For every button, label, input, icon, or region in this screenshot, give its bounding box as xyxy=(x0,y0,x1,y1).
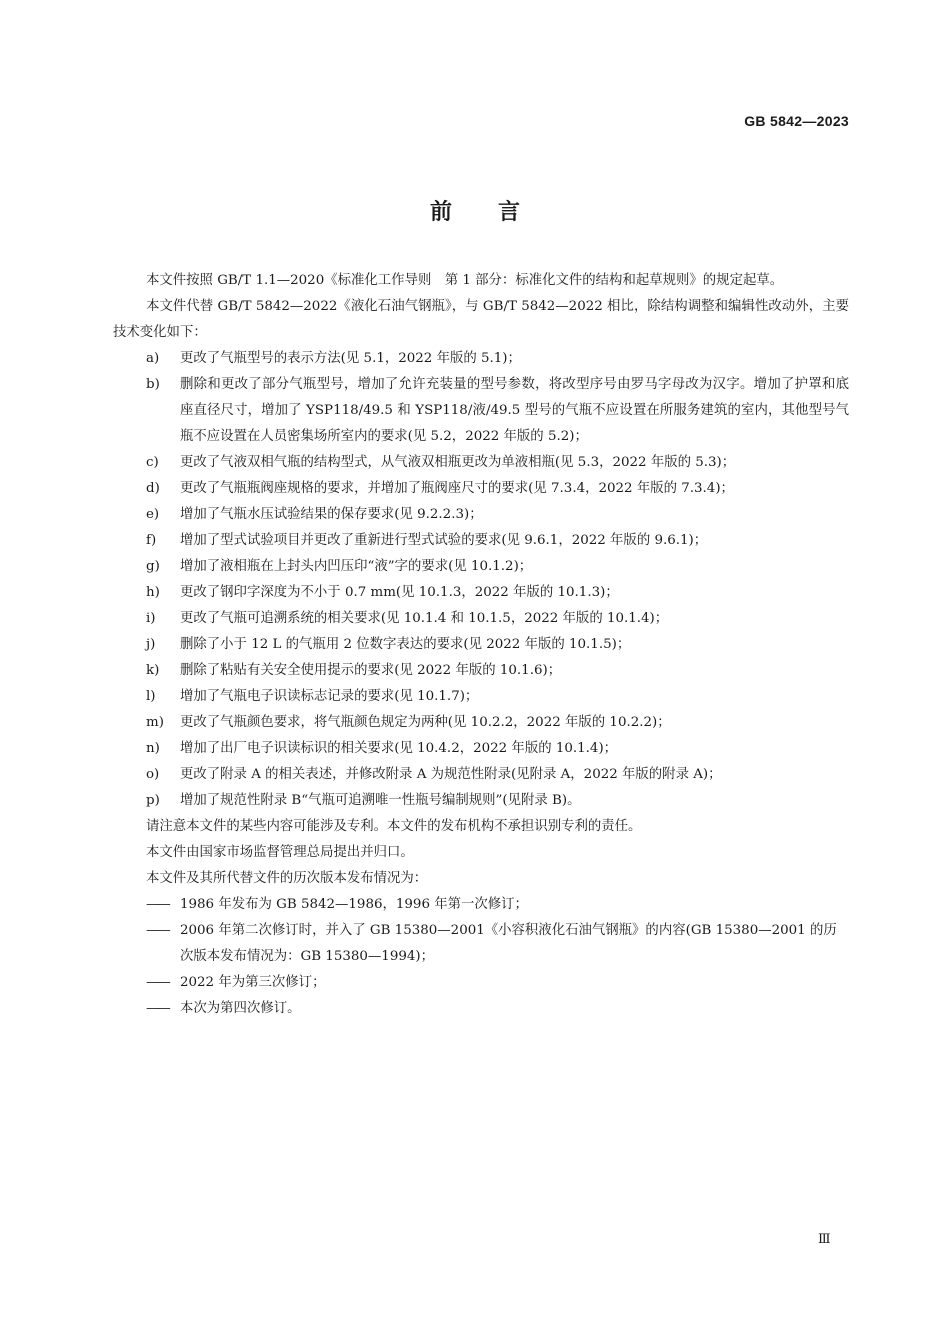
item-label: n) xyxy=(146,741,160,756)
list-item xyxy=(113,372,849,450)
doc-number: GB 5842—2023 xyxy=(744,113,849,129)
item-text: 删除了小于 12 L 的气瓶用 2 位数字表达的要求(见 2022 年版的 10.1.5)； xyxy=(180,637,631,652)
item-label: p) xyxy=(146,793,160,808)
history-item xyxy=(113,970,849,996)
list-item xyxy=(113,762,849,788)
item-label: c) xyxy=(146,455,159,470)
history-text: 2022 年为第三次修订； xyxy=(180,975,326,990)
list-item xyxy=(113,476,849,502)
item-text: 增加了气瓶水压试验结果的保存要求(见 9.2.2.3)； xyxy=(180,507,483,522)
history-item xyxy=(113,996,849,1022)
patent-notice: 请注意本文件的某些内容可能涉及专利。本文件的发布机构不承担识别专利的责任。 xyxy=(146,819,642,834)
item-text: 增加了气瓶电子识读标志记录的要求(见 10.1.7)； xyxy=(180,689,479,704)
item-text: 更改了钢印字深度为不小于 0.7 mm(见 10.1.3，2022 年版的 10.1.3)； xyxy=(180,585,619,600)
history-text: 2006 年第二次修订时，并入了 GB 15380—2001《小容积液化石油气钢瓶》的内容(GB 15380—2001 的历次版本发布情况为：GB 15380—1994)； xyxy=(180,923,837,964)
item-text: 更改了气瓶可追溯系统的相关要求(见 10.1.4 和 10.1.5，2022 年版的 10.1.4)； xyxy=(180,611,669,626)
list-item xyxy=(113,528,849,554)
item-text: 更改了气瓶型号的表示方法(见 5.1，2022 年版的 5.1)； xyxy=(180,351,521,366)
history-dash: —— xyxy=(146,897,169,912)
item-label: l) xyxy=(146,689,156,704)
item-text: 增加了型式试验项目并更改了重新进行型式试验的要求(见 9.6.1，2022 年版的 9.6.1)； xyxy=(180,533,708,548)
list-item xyxy=(113,502,849,528)
item-label: e) xyxy=(146,507,160,522)
history-item xyxy=(113,892,849,918)
list-item xyxy=(113,684,849,710)
item-text: 更改了附录 A 的相关表述，并修改附录 A 为规范性附录(见附录 A，2022 年版的附录 A)； xyxy=(180,767,722,782)
item-label: f) xyxy=(146,533,157,548)
item-label: a) xyxy=(146,351,160,366)
item-text: 删除了粘贴有关安全使用提示的要求(见 2022 年版的 10.1.6)； xyxy=(180,663,562,678)
history-text: 本次为第四次修订。 xyxy=(180,1001,301,1016)
history-item xyxy=(113,918,849,970)
history-dash: —— xyxy=(146,1001,169,1016)
replacement-paragraph: 本文件代替 GB/T 5842—2022《液化石油气钢瓶》，与 GB/T 5842—2022 相比，除结构调整和编辑性改动外，主要技术变化如下： xyxy=(113,299,849,340)
list-item xyxy=(113,346,849,372)
changes-list xyxy=(113,346,849,814)
item-text: 更改了气瓶颜色要求，将气瓶颜色规定为两种(见 10.2.2，2022 年版的 10.2.2)； xyxy=(180,715,671,730)
history-intro: 本文件及其所代替文件的历次版本发布情况为： xyxy=(146,871,428,886)
item-text: 更改了气瓶瓶阀座规格的要求，并增加了瓶阀座尺寸的要求(见 7.3.4，2022 年版的 7.3.4)； xyxy=(180,481,734,496)
item-text: 增加了出厂电子识读标识的相关要求(见 10.4.2，2022 年版的 10.1.4)； xyxy=(180,741,618,756)
document-body xyxy=(113,268,849,1022)
item-label: m) xyxy=(146,715,164,730)
item-label: g) xyxy=(146,559,160,574)
list-item xyxy=(113,606,849,632)
item-label: i) xyxy=(146,611,156,626)
page-title: 前言 xyxy=(429,199,566,225)
history-dash: —— xyxy=(146,975,169,990)
item-text: 增加了规范性附录 B“气瓶可追溯唯一性瓶号编制规则”(见附录 B)。 xyxy=(180,793,581,808)
list-item xyxy=(113,658,849,684)
item-text: 删除和更改了部分气瓶型号，增加了允许充装量的型号参数，将改型序号由罗马字母改为汉字。增加了护罩和底座直径尺寸，增加了 YSP118/49.5 和 YSP118/液/49.5 型号的气瓶不应设置在所服务建筑的室内，其他型号气瓶不应设置在人员密集场所室内的要求(见 5.2，2022 年版的 5.2)； xyxy=(180,377,849,444)
item-label: k) xyxy=(146,663,160,678)
list-item xyxy=(113,710,849,736)
item-label: h) xyxy=(146,585,160,600)
authority-notice: 本文件由国家市场监督管理总局提出并归口。 xyxy=(146,845,414,860)
list-item xyxy=(113,632,849,658)
intro-paragraph: 本文件按照 GB/T 1.1—2020《标准化工作导则 第 1 部分：标准化文件的结构和起草规则》的规定起草。 xyxy=(146,273,784,288)
item-label: b) xyxy=(146,377,160,392)
list-item xyxy=(113,736,849,762)
history-list xyxy=(113,892,849,1022)
history-dash: —— xyxy=(146,923,169,938)
page-number: Ⅲ xyxy=(818,1232,831,1247)
item-label: j) xyxy=(146,637,156,652)
list-item xyxy=(113,450,849,476)
item-label: o) xyxy=(146,767,160,782)
list-item xyxy=(113,788,849,814)
history-text: 1986 年发布为 GB 5842—1986，1996 年第一次修订； xyxy=(180,897,528,912)
item-label: d) xyxy=(146,481,160,496)
list-item xyxy=(113,580,849,606)
item-text: 更改了气液双相气瓶的结构型式，从气液双相瓶更改为单液相瓶(见 5.3，2022 年版的 5.3)； xyxy=(180,455,736,470)
list-item xyxy=(113,554,849,580)
item-text: 增加了液相瓶在上封头内凹压印“液”字的要求(见 10.1.2)； xyxy=(180,559,533,574)
